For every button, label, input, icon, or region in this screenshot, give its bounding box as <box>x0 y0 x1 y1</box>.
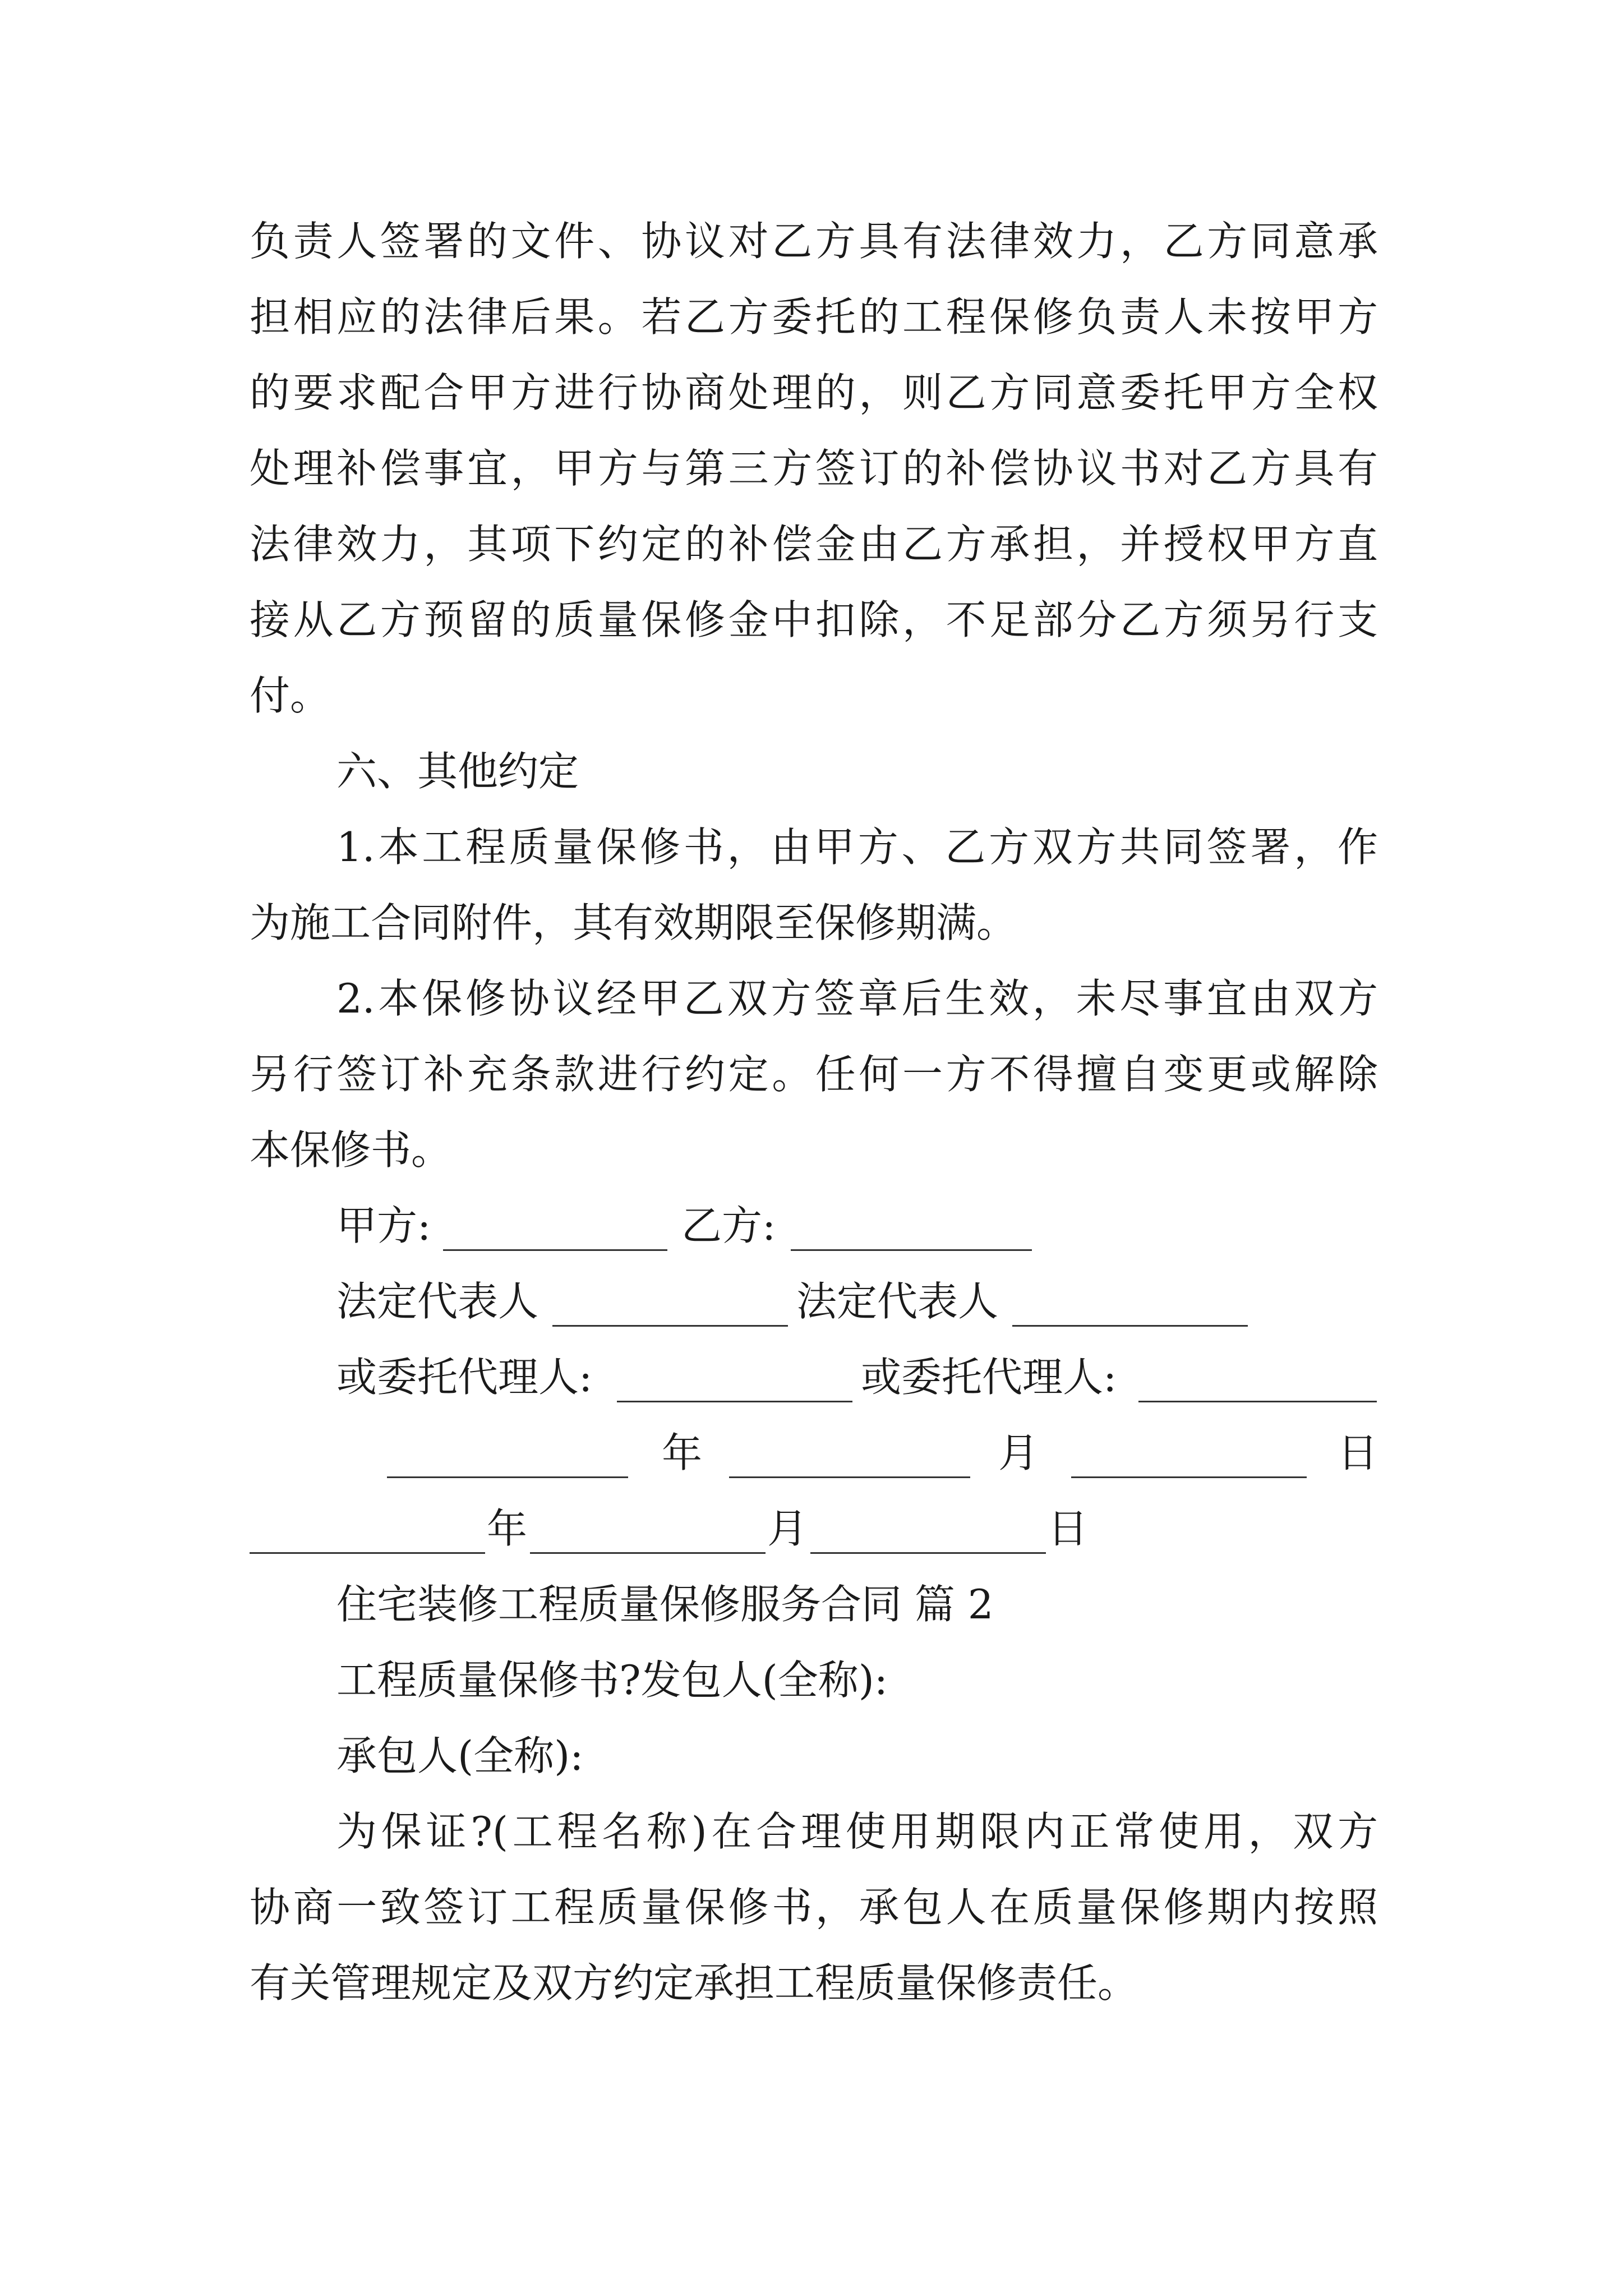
party-b-blank <box>791 1249 1032 1251</box>
intro-line: 为保证?(工程名称)在合理使用期限内正常使用，双方 <box>336 1808 1378 1855</box>
item-1-line: 为施工合同附件，其有效期限至保修期满。 <box>250 899 1017 946</box>
intro-line: 有关管理规定及双方约定承担工程质量保修责任。 <box>250 1959 1138 2007</box>
agent-a-blank <box>617 1401 852 1402</box>
party-a-label: 甲方: <box>336 1202 431 1249</box>
date-day-blank <box>1071 1476 1307 1478</box>
date-year-blank <box>387 1476 628 1478</box>
intro-line: 协商一致签订工程质量保修书，承包人在质量保修期内按照 <box>250 1884 1378 1931</box>
date2-day-label: 日 <box>1048 1505 1089 1552</box>
legal-rep-b-label: 法定代表人 <box>796 1278 999 1325</box>
paragraph-line: 付。 <box>250 672 331 719</box>
contractor-label: 承包人(全称): <box>336 1732 584 1779</box>
section-heading: 六、其他约定 <box>336 748 579 795</box>
date2-year-blank <box>250 1552 485 1554</box>
date-month-blank <box>729 1476 970 1478</box>
date-month-label: 月 <box>998 1429 1039 1476</box>
paragraph-line: 担相应的法律后果。若乙方委托的工程保修负责人未按甲方 <box>250 293 1378 341</box>
paragraph-line: 处理补偿事宜，甲方与第三方签订的补偿协议书对乙方具有 <box>250 445 1378 492</box>
paragraph-line: 接从乙方预留的质量保修金中扣除，不足部分乙方须另行支 <box>250 596 1378 643</box>
agent-a-label: 或委托代理人: <box>336 1354 593 1401</box>
item-2-line: 2.本保修协议经甲乙双方签章后生效，未尽事宜由双方 <box>336 975 1378 1022</box>
part-2-title: 住宅装修工程质量保修服务合同 篇 2 <box>336 1581 994 1628</box>
paragraph-line: 负责人签署的文件、协议对乙方具有法律效力，乙方同意承 <box>250 218 1378 265</box>
legal-rep-b-blank <box>1012 1325 1248 1327</box>
agent-b-blank <box>1138 1401 1377 1402</box>
date2-year-label: 年 <box>487 1505 528 1552</box>
date2-month-blank <box>530 1552 766 1554</box>
agent-b-label: 或委托代理人: <box>861 1354 1117 1401</box>
item-2-line: 本保修书。 <box>250 1126 452 1174</box>
party-a-blank <box>443 1249 667 1251</box>
paragraph-line: 的要求配合甲方进行协商处理的，则乙方同意委托甲方全权 <box>250 369 1378 416</box>
date-year-label: 年 <box>662 1429 703 1476</box>
party-b-label: 乙方: <box>681 1202 776 1249</box>
date2-day-blank <box>810 1552 1046 1554</box>
part-2-subtitle: 工程质量保修书?发包人(全称): <box>336 1657 888 1704</box>
date2-month-label: 月 <box>767 1505 808 1552</box>
item-2-line: 另行签订补充条款进行约定。任何一方不得擅自变更或解除 <box>250 1051 1378 1098</box>
paragraph-line: 法律效力，其项下约定的补偿金由乙方承担，并授权甲方直 <box>250 521 1378 568</box>
date-day-label: 日 <box>1338 1429 1378 1476</box>
legal-rep-a-label: 法定代表人 <box>336 1278 539 1325</box>
legal-rep-a-blank <box>552 1325 788 1327</box>
item-1-line: 1.本工程质量保修书，由甲方、乙方双方共同签署，作 <box>336 823 1378 871</box>
